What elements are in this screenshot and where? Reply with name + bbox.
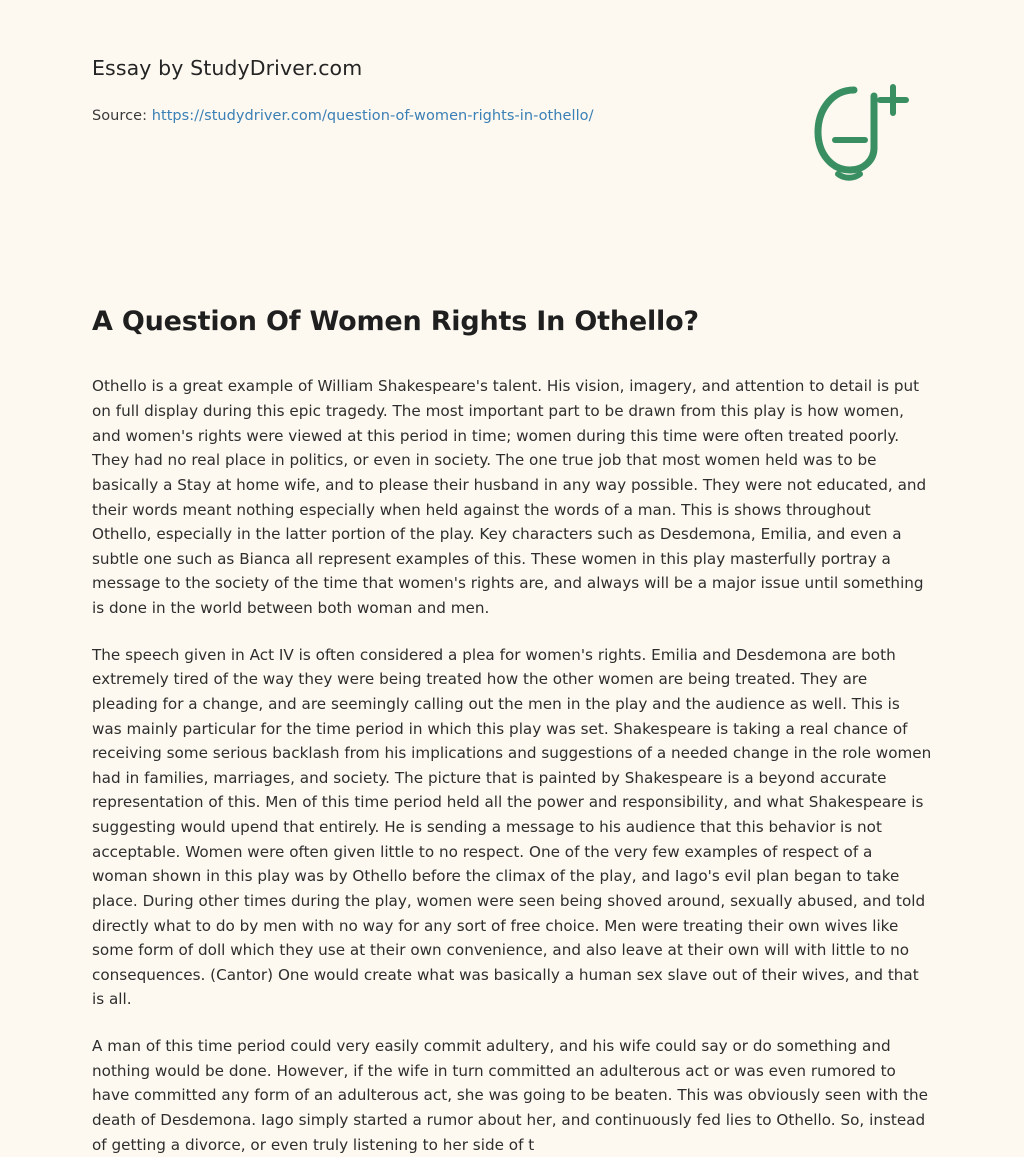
source-url-link[interactable]: https://studydriver.com/question-of-women-rights-in-othello/ [151, 108, 594, 124]
document-header [92, 56, 932, 176]
source-label: Source: [92, 108, 148, 124]
body-paragraph: A man of this time period could very easily commit adultery, and his wife could say or do something and nothing would be done. However, if the wife in turn committed an adulterous act or was even rumored to have committed any form of an adulterous act, she was going to be beaten. This was obviously seen with the death of Desdemona. Iago simply started a rumor about her, and continuously fed lies to Othello. So, instead of getting a divorce, or even truly listening to her side of t [92, 1037, 929, 1154]
body-paragraph: Othello is a great example of William Shakespeare's talent. His vision, imagery, and attention to detail is put on full display during this epic tragedy. The most important part to be drawn from this play is how women, and women's rights were viewed at this period in time; women during this time were often treated poorly. They had no real place in politics, or even in society. The one true job that most women held was to be basically a Stay at home wife, and to please their husband in any way possible. They were not educated, and their words meant nothing especially when held against the words of a man. This is shows throughout Othello, especially in the latter portion of the play. Key characters such as Desdemona, Emilia, and even a subtle one such as Bianca all represent examples of this. These women in this play masterfully portray a message to the society of the time that women's rights are, and always will be a major issue until something is done in the world between both woman and men. [92, 377, 927, 618]
document-body [92, 374, 932, 1157]
essay-byline: Essay by StudyDriver.com [92, 56, 363, 80]
page-title: A Question Of Women Rights In Othello? [92, 306, 699, 337]
body-paragraph: The speech given in Act IV is often considered a plea for women's rights. Emilia and Desdemona are both extremely tired of the way they were being treated how the other women are being treated. They are pleading for a change, and are seemingly calling out the men in the play and the audience as well. This is was mainly particular for the time period in which this play was set. Shakespeare is taking a real chance of receiving some serious backlash from his implications and suggestions of a needed change in the role women had in families, marriages, and society. The picture that is painted by Shakespeare is a beyond accurate representation of this. Men of this time period held all the power and responsibility, and what Shakespeare is suggesting would upend that entirely. He is sending a message to his audience that this behavior is not acceptable. Women were often given little to no respect. One of the very few examples of respect of a woman shown in this play was by Othello before the climax of the play, and Iago's evil plan began to take place. During other times during the play, women were seen being shoved around, sexually abused, and told directly what to do by men with no way for any sort of free choice. Men were treating their own wives like some form of doll which they use at their own convenience, and also leave at their own will with little to no consequences. (Cantor) One would create what was basically a human sex slave out of their wives, and that is all. [92, 645, 932, 1009]
studydriver-logo-icon [802, 78, 914, 182]
